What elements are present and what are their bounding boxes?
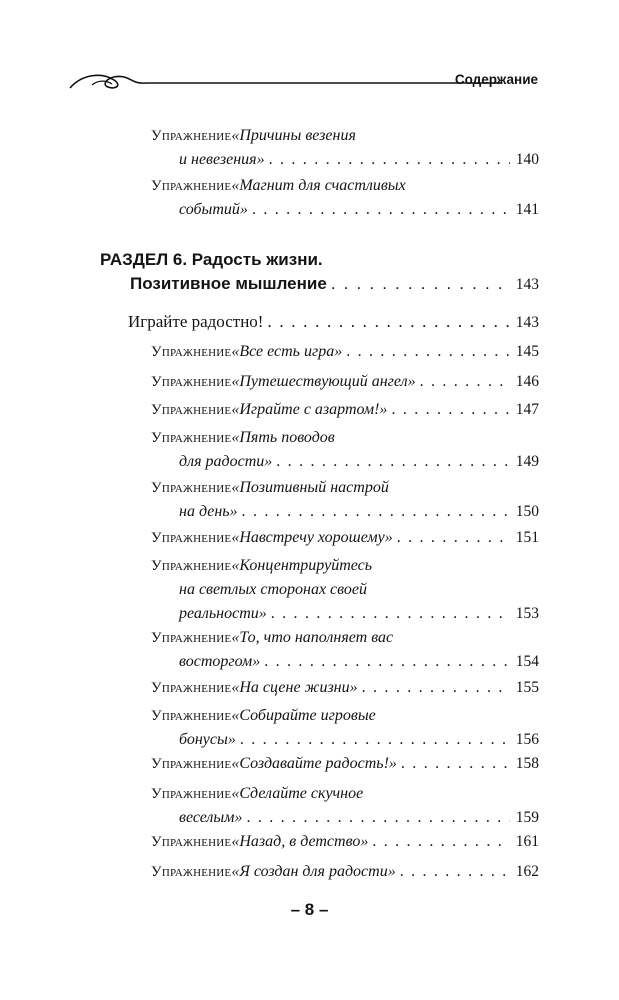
entry-page-number: 147 bbox=[515, 401, 539, 418]
entry-title-line: «Магнит для счастливых bbox=[231, 177, 406, 194]
toc-entry-exercise[interactable] bbox=[151, 830, 539, 854]
entry-title-line: восторгом» bbox=[179, 653, 261, 670]
entry-prefix: Упражнение bbox=[151, 786, 232, 802]
dot-leader bbox=[391, 398, 509, 422]
entry-prefix: Упражнение bbox=[151, 834, 232, 850]
entry-title-line: и невезения» bbox=[179, 151, 265, 168]
entry-page-number: 140 bbox=[515, 151, 539, 168]
entry-prefix: Упражнение bbox=[151, 374, 232, 390]
header-title: Содержание bbox=[454, 72, 538, 87]
toc-entry-subsection[interactable] bbox=[128, 310, 539, 335]
entry-page-number: 153 bbox=[515, 605, 539, 622]
entry-title-line: «То, что наполняет вас bbox=[231, 629, 394, 646]
entry-title-line: «Все есть игра» bbox=[231, 343, 343, 360]
dot-leader bbox=[401, 752, 510, 776]
toc-entry-exercise[interactable] bbox=[151, 370, 539, 394]
toc-entry-exercise[interactable] bbox=[151, 340, 539, 364]
dot-leader bbox=[276, 450, 509, 474]
entry-page-number: 146 bbox=[515, 373, 539, 390]
dot-leader bbox=[271, 602, 510, 626]
entry-prefix: Упражнение bbox=[151, 630, 232, 646]
entry-prefix: Упражнение bbox=[151, 128, 232, 144]
entry-page-number: 145 bbox=[515, 343, 539, 360]
toc-entry-exercise[interactable] bbox=[151, 174, 539, 222]
entry-title-line: «Путешествующий ангел» bbox=[231, 373, 416, 390]
entry-title-line: РАЗДЕЛ 6. Радость жизни. bbox=[100, 250, 323, 269]
entry-page-number: 150 bbox=[515, 503, 539, 520]
dot-leader bbox=[252, 198, 510, 222]
entry-title-line: «Играйте с азартом!» bbox=[231, 401, 388, 418]
page-number: – 8 – bbox=[290, 900, 329, 919]
entry-prefix: Упражнение bbox=[151, 402, 232, 418]
entry-title-line: Позитивное мышление bbox=[130, 274, 327, 293]
entry-title-line: реальности» bbox=[179, 605, 267, 622]
dot-leader bbox=[242, 500, 510, 524]
entry-prefix: Упражнение bbox=[151, 480, 232, 496]
entry-title-line: «Собирайте игровые bbox=[231, 707, 376, 724]
dot-leader bbox=[346, 340, 510, 364]
dot-leader bbox=[372, 830, 509, 854]
entry-title-line: на светлых сторонах своей bbox=[179, 581, 367, 598]
entry-prefix: Упражнение bbox=[151, 756, 232, 772]
entry-page-number: 155 bbox=[515, 679, 539, 696]
toc-entry-exercise[interactable] bbox=[151, 526, 539, 550]
dot-leader bbox=[240, 728, 510, 752]
entry-page-number: 149 bbox=[515, 453, 539, 470]
entry-title-line: «Навстречу хорошему» bbox=[231, 529, 393, 546]
entry-prefix: Упражнение bbox=[151, 344, 232, 360]
entry-page-number: 143 bbox=[515, 276, 539, 293]
entry-title-line: Играйте радостно! bbox=[128, 312, 264, 331]
toc-entry-exercise[interactable] bbox=[151, 704, 539, 752]
toc-entry-exercise[interactable] bbox=[151, 782, 539, 830]
entry-title-line: событий» bbox=[179, 201, 248, 218]
dot-leader bbox=[397, 526, 510, 550]
dot-leader bbox=[420, 370, 510, 394]
entry-title-line: «Позитивный настрой bbox=[231, 479, 389, 496]
dot-leader bbox=[267, 310, 509, 334]
dot-leader bbox=[362, 676, 510, 700]
entry-page-number: 143 bbox=[515, 314, 539, 331]
entry-prefix: Упражнение bbox=[151, 864, 232, 880]
entry-prefix: Упражнение bbox=[151, 530, 232, 546]
dot-leader bbox=[246, 806, 509, 830]
entry-prefix: Упражнение bbox=[151, 558, 232, 574]
entry-title-line: «Причины везения bbox=[231, 127, 356, 144]
toc-entry-exercise[interactable] bbox=[151, 426, 539, 474]
entry-page-number: 154 bbox=[515, 653, 539, 670]
entry-title-line: «Пять поводов bbox=[231, 429, 335, 446]
entry-title-line: «Концентрируйтесь bbox=[231, 557, 373, 574]
entry-title-line: «Я создан для радости» bbox=[231, 863, 396, 880]
entry-page-number: 159 bbox=[515, 809, 539, 826]
toc-entry-exercise[interactable] bbox=[151, 124, 539, 172]
entry-page-number: 151 bbox=[515, 529, 539, 546]
dot-leader bbox=[400, 860, 510, 884]
entry-prefix: Упражнение bbox=[151, 680, 232, 696]
entry-page-number: 156 bbox=[515, 731, 539, 748]
entry-page-number: 141 bbox=[515, 201, 539, 218]
entry-prefix: Упражнение bbox=[151, 708, 232, 724]
toc-entry-exercise[interactable] bbox=[151, 860, 539, 884]
entry-page-number: 158 bbox=[515, 755, 539, 772]
entry-title-line: «Создавайте радость!» bbox=[231, 755, 397, 772]
dot-leader bbox=[269, 148, 510, 172]
entry-title-line: для радости» bbox=[179, 453, 273, 470]
toc-entry-exercise[interactable] bbox=[151, 676, 539, 700]
entry-title-line: веселым» bbox=[179, 809, 243, 826]
entry-title-line: «На сцене жизни» bbox=[231, 679, 358, 696]
dot-leader bbox=[264, 650, 510, 674]
dot-leader bbox=[331, 272, 510, 296]
entry-page-number: 162 bbox=[515, 863, 539, 880]
toc-entry-section[interactable] bbox=[100, 248, 539, 297]
entry-page-number: 161 bbox=[515, 833, 539, 850]
toc-entry-exercise[interactable] bbox=[151, 752, 539, 776]
entry-prefix: Упражнение bbox=[151, 178, 232, 194]
entry-title-line: бонусы» bbox=[179, 731, 236, 748]
toc-entry-exercise[interactable] bbox=[151, 476, 539, 524]
entry-title-line: «Назад, в детство» bbox=[231, 833, 369, 850]
toc-entry-exercise[interactable] bbox=[151, 554, 539, 626]
entry-title-line: «Сделайте скучное bbox=[231, 785, 364, 802]
toc-entry-exercise[interactable] bbox=[151, 626, 539, 674]
toc-entry-exercise[interactable] bbox=[151, 398, 539, 422]
entry-prefix: Упражнение bbox=[151, 430, 232, 446]
entry-title-line: на день» bbox=[179, 503, 238, 520]
